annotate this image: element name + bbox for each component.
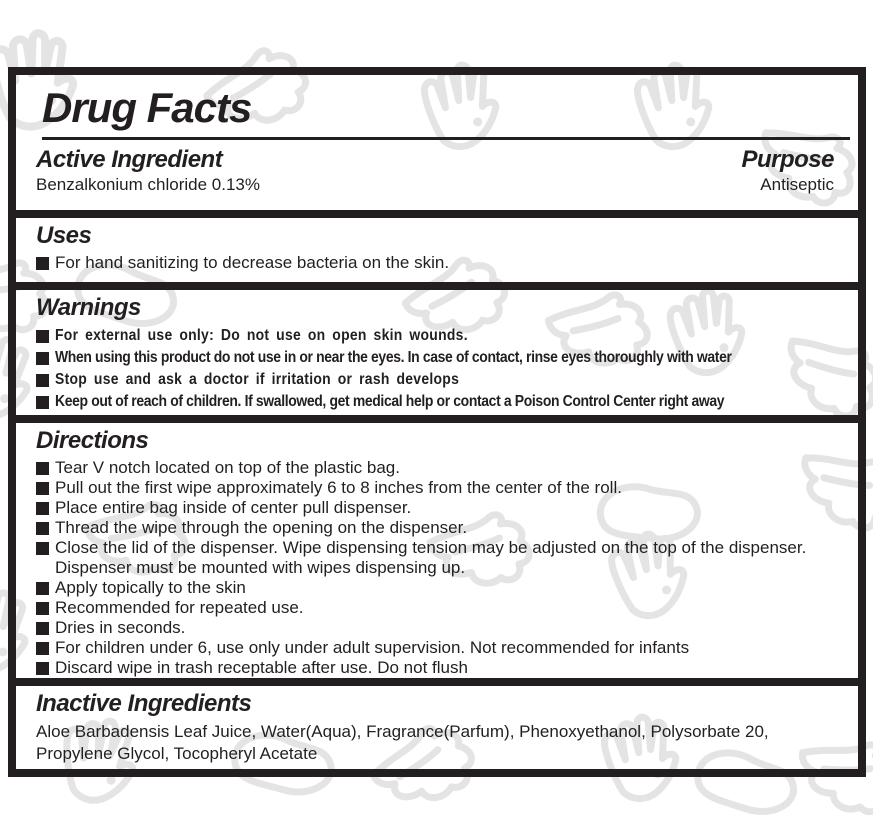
list-item: [36, 253, 850, 273]
list-item: [36, 391, 850, 413]
square-bullet-icon: [36, 522, 49, 535]
list-item-text: Close the lid of the dispenser. Wipe dispensing tension may be adjusted on the top of the dispenser. Dispenser must be mounted with wipes dispensing up.: [55, 538, 807, 577]
list-item: [36, 578, 850, 598]
square-bullet-icon: [36, 642, 49, 655]
list-item-text: For hand sanitizing to decrease bacteria on the skin.: [55, 253, 450, 272]
purpose-heading: Purpose: [741, 146, 834, 173]
list-item-text: Place entire bag inside of center pull dispenser.: [55, 498, 412, 517]
list-item-text: When using this product do not use in or near the eyes. In case of contact, rinse eyes thoroughly with water: [55, 349, 732, 366]
square-bullet-icon: [36, 662, 49, 675]
uses-list: [36, 253, 850, 273]
square-bullet-icon: [36, 330, 49, 343]
list-item: [36, 369, 850, 391]
inactive-ingredients-heading: Inactive Ingredients: [36, 690, 252, 717]
active-ingredient-heading: Active Ingredient: [36, 146, 223, 173]
list-item: [36, 638, 850, 658]
list-item: [36, 598, 850, 618]
square-bullet-icon: [36, 582, 49, 595]
square-bullet-icon: [36, 462, 49, 475]
list-item: [36, 658, 850, 678]
square-bullet-icon: [36, 396, 49, 409]
purpose-value: Antiseptic: [760, 175, 834, 194]
title-divider: [42, 137, 850, 140]
list-item-text: For external use only: Do not use on open skin wounds.: [55, 327, 468, 344]
list-item-text: For children under 6, use only under adult supervision. Not recommended for infants: [55, 638, 690, 657]
uses-heading: Uses: [36, 222, 92, 249]
directions-list: [36, 458, 850, 678]
active-ingredient-block: [36, 146, 260, 195]
list-item: [36, 618, 850, 638]
square-bullet-icon: [36, 602, 49, 615]
inactive-ingredients-value: Aloe Barbadensis Leaf Juice, Water(Aqua), Fragrance(Parfum), Phenoxyethanol, Polysorbate 20, Propylene Glycol, Tocopheryl Acetate: [36, 722, 769, 763]
uses-section: [16, 210, 858, 282]
square-bullet-icon: [36, 542, 49, 555]
warnings-section: [16, 282, 858, 415]
warnings-heading: Warnings: [36, 294, 141, 321]
list-item-text: Keep out of reach of children. If swallowed, get medical help or contact a Poison Control Center right away: [55, 393, 725, 410]
directions-section: [16, 415, 858, 678]
list-item-text: Apply topically to the skin: [55, 578, 246, 597]
list-item: [36, 518, 850, 538]
active-ingredient-value: Benzalkonium chloride 0.13%: [36, 175, 260, 194]
list-item: [36, 458, 850, 478]
list-item-text: Tear V notch located on top of the plastic bag.: [55, 458, 400, 477]
header-section: [16, 85, 858, 210]
list-item: [36, 498, 850, 518]
square-bullet-icon: [36, 482, 49, 495]
inactive-ingredients-section: [16, 678, 858, 779]
list-item-text: Discard wipe in trash receptable after use. Do not flush: [55, 658, 468, 677]
list-item-text: Recommended for repeated use.: [55, 598, 304, 617]
square-bullet-icon: [36, 352, 49, 365]
list-item-text: Pull out the first wipe approximately 6 to 8 inches from the center of the roll.: [55, 478, 622, 497]
list-item: [36, 325, 850, 347]
active-ingredient-row: [36, 146, 850, 195]
page-title: Drug Facts: [42, 84, 252, 131]
square-bullet-icon: [36, 374, 49, 387]
list-item: [36, 478, 850, 498]
warnings-list: [36, 325, 850, 413]
list-item-text: Thread the wipe through the opening on the dispenser.: [55, 518, 468, 537]
list-item-text: Stop use and ask a doctor if irritation or rash develops: [55, 371, 460, 388]
square-bullet-icon: [36, 257, 49, 270]
purpose-block: [741, 146, 850, 195]
square-bullet-icon: [36, 502, 49, 515]
list-item-text: Dries in seconds.: [55, 618, 186, 637]
list-item: [36, 347, 850, 369]
drug-facts-panel: [8, 67, 866, 777]
list-item: [36, 538, 850, 578]
square-bullet-icon: [36, 622, 49, 635]
directions-heading: Directions: [36, 427, 149, 454]
